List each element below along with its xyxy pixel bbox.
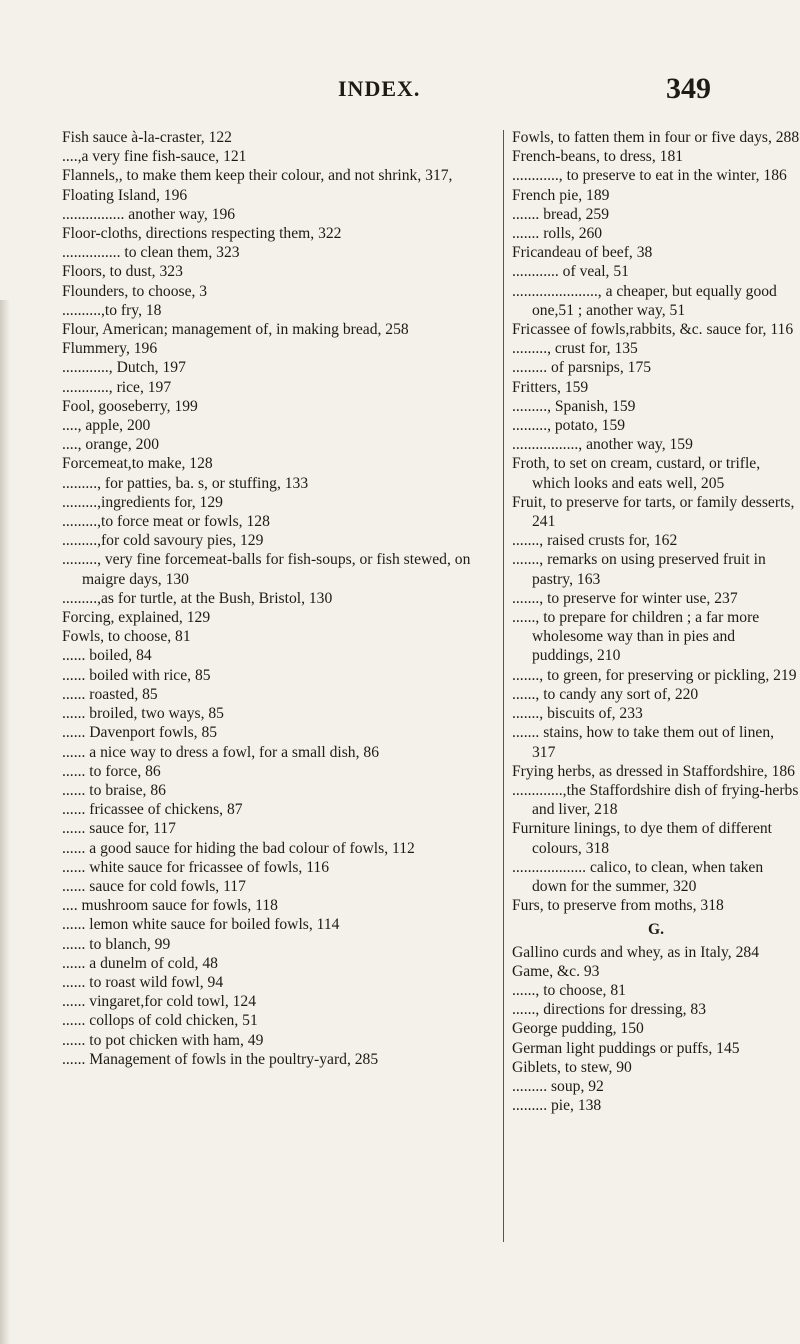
- index-entry: ....... stains, how to take them out of linen, 317: [512, 724, 775, 761]
- index-entry: ....... bread, 259: [512, 205, 610, 223]
- index-entry: ...... Davenport fowls, 85: [62, 724, 218, 742]
- index-entry: ......, directions for dressing, 83: [512, 1001, 707, 1019]
- page-number: 349: [666, 72, 711, 105]
- index-entry: ............, Dutch, 197: [62, 359, 186, 377]
- index-entry: Floor-cloths, directions respecting them, 322: [62, 225, 342, 243]
- index-entry: ...... broiled, two ways, 85: [62, 705, 224, 723]
- index-entry: Flounders, to choose, 3: [62, 282, 208, 300]
- index-entry: Fricassee of fowls,rabbits, &c. sauce for, 116: [512, 321, 794, 339]
- index-entry: George pudding, 150: [512, 1020, 644, 1038]
- index-entry: ......... pie, 138: [512, 1097, 602, 1115]
- index-entry: ............ of veal, 51: [512, 263, 629, 281]
- index-entry: ...... boiled, 84: [62, 647, 152, 665]
- index-column-right: [512, 128, 800, 1115]
- index-column-left: [62, 128, 490, 1069]
- index-entry: ...... a good sauce for hiding the bad colour of fowls, 112: [62, 839, 415, 857]
- index-entry: Giblets, to stew, 90: [512, 1058, 632, 1076]
- index-entry: ................ another way, 196: [62, 205, 236, 223]
- index-entry: ...... to blanch, 99: [62, 935, 171, 953]
- index-entry: Furs, to preserve from moths, 318: [512, 897, 724, 915]
- index-entry: ...... Management of fowls in the poultry-yard, 285: [62, 1050, 379, 1068]
- index-section-f: [512, 128, 800, 915]
- index-entry: Fruit, to preserve for tarts, or family desserts, 241: [512, 493, 795, 531]
- index-entry: .........,for cold savoury pies, 129: [62, 532, 264, 550]
- index-entry: Fowls, to fatten them in four or five days, 288: [512, 129, 800, 146]
- index-entry: ......... of parsnips, 175: [512, 359, 652, 377]
- index-entry: Fritters, 159: [512, 378, 589, 396]
- index-entry: .........,ingredients for, 129: [62, 493, 223, 511]
- index-entry: ...... a nice way to dress a fowl, for a small dish, 86: [62, 743, 379, 761]
- index-entry: ...... fricassee of chickens, 87: [62, 801, 243, 819]
- index-entry: ........., crust for, 135: [512, 340, 638, 358]
- index-entry: Fish sauce à-la-craster, 122: [62, 129, 232, 146]
- index-entry: ...... to roast wild fowl, 94: [62, 973, 224, 991]
- index-entry: ......, to prepare for children ; a far more wholesome way than in pies and puddings, 210: [512, 609, 760, 665]
- index-entry: ......., raised crusts for, 162: [512, 532, 678, 550]
- index-entry: ...... to force, 86: [62, 762, 161, 780]
- column-divider: [503, 130, 504, 1242]
- index-entry: ............, to preserve to eat in the winter, 186: [512, 167, 787, 185]
- index-entry: ......., biscuits of, 233: [512, 705, 643, 723]
- index-entry: ................... calico, to clean, when taken down for the summer, 320: [512, 858, 764, 895]
- index-entry: Frying herbs, as dressed in Staffordshire, 186: [512, 762, 795, 780]
- index-entry: .........,to force meat or fowls, 128: [62, 513, 270, 531]
- index-entry: ....... rolls, 260: [512, 225, 603, 243]
- index-entry: Forcemeat,to make, 128: [62, 455, 213, 473]
- index-entry: ...... lemon white sauce for boiled fowls, 114: [62, 916, 340, 934]
- index-entry: ......... soup, 92: [512, 1077, 604, 1095]
- index-entry: French pie, 189: [512, 186, 610, 204]
- index-entry: Fricandeau of beef, 38: [512, 244, 653, 262]
- index-entry: ........., for patties, ba. s, or stuffing, 133: [62, 474, 309, 492]
- index-entry: ...... sauce for, 117: [62, 820, 176, 838]
- index-entry: ...... boiled with rice, 85: [62, 666, 211, 684]
- index-entry: ........., potato, 159: [512, 417, 626, 435]
- index-entry: Forcing, explained, 129: [62, 609, 211, 627]
- index-entry: ...... to pot chicken with ham, 49: [62, 1031, 264, 1049]
- running-head: INDEX.: [338, 76, 421, 101]
- index-entry: ...... white sauce for fricassee of fowls, 116: [62, 858, 330, 876]
- index-entry: Gallino curds and whey, as in Italy, 284: [512, 943, 759, 961]
- index-entry: ..........,to fry, 18: [62, 301, 162, 319]
- index-entry: Floors, to dust, 323: [62, 263, 183, 281]
- index-entry: ......., remarks on using preserved fruit in pastry, 163: [512, 551, 766, 588]
- index-entry: ......................, a cheaper, but equally good one,51 ; another way, 51: [512, 282, 777, 319]
- index-entry: Flannels,, to make them keep their colour, and not shrink, 317,: [62, 167, 453, 185]
- index-entry: Furniture linings, to dye them of different colours, 318: [512, 820, 772, 857]
- index-entry: ...... collops of cold chicken, 51: [62, 1012, 258, 1030]
- index-entry: ...... sauce for cold fowls, 117: [62, 877, 246, 895]
- index-entry: Game, &c. 93: [512, 962, 600, 980]
- index-entry: Flummery, 196: [62, 340, 158, 358]
- index-entry: ...... a dunelm of cold, 48: [62, 954, 218, 972]
- index-entry: Fowls, to choose, 81: [62, 628, 191, 646]
- index-entry: German light puddings or puffs, 145: [512, 1039, 740, 1057]
- page-edge-shadow: [0, 300, 10, 1344]
- index-entry: ......, to choose, 81: [512, 981, 626, 999]
- index-section-g: [512, 943, 800, 1116]
- index-entry: ......, to candy any sort of, 220: [512, 685, 699, 703]
- index-entry: Fool, gooseberry, 199: [62, 397, 198, 415]
- index-entry: Floating Island, 196: [62, 186, 188, 204]
- index-entry: ........., very fine forcemeat-balls for fish-soups, or fish stewed, on maigre days, 130: [62, 551, 471, 588]
- index-entry: ................., another way, 159: [512, 436, 693, 454]
- index-entry: Flour, American; management of, in making bread, 258: [62, 321, 409, 339]
- index-entry: ......., to green, for preserving or pickling, 219: [512, 666, 797, 684]
- section-letter: G.: [647, 921, 665, 939]
- index-entry: Froth, to set on cream, custard, or trifle, which looks and eats well, 205: [512, 455, 761, 492]
- index-entry: ...... to braise, 86: [62, 781, 166, 799]
- index-entry: .... mushroom sauce for fowls, 118: [62, 897, 278, 915]
- index-entry: ........., Spanish, 159: [512, 397, 636, 415]
- index-entry: ...... vingaret,for cold towl, 124: [62, 993, 257, 1011]
- index-entry: ...., orange, 200: [62, 436, 160, 454]
- index-entry: ...... roasted, 85: [62, 685, 158, 703]
- index-entry: ......., to preserve for winter use, 237: [512, 589, 738, 607]
- index-entry: French-beans, to dress, 181: [512, 148, 684, 166]
- index-entry: ............, rice, 197: [62, 378, 172, 396]
- index-entry: ....,a very fine fish-sauce, 121: [62, 148, 247, 166]
- index-entry: .............,the Staffordshire dish of frying-herbs and liver, 218: [512, 781, 799, 819]
- page-header: [0, 72, 800, 112]
- index-entry: ...., apple, 200: [62, 417, 151, 435]
- index-entry: .........,as for turtle, at the Bush, Bristol, 130: [62, 589, 333, 607]
- index-entry: ............... to clean them, 323: [62, 244, 240, 262]
